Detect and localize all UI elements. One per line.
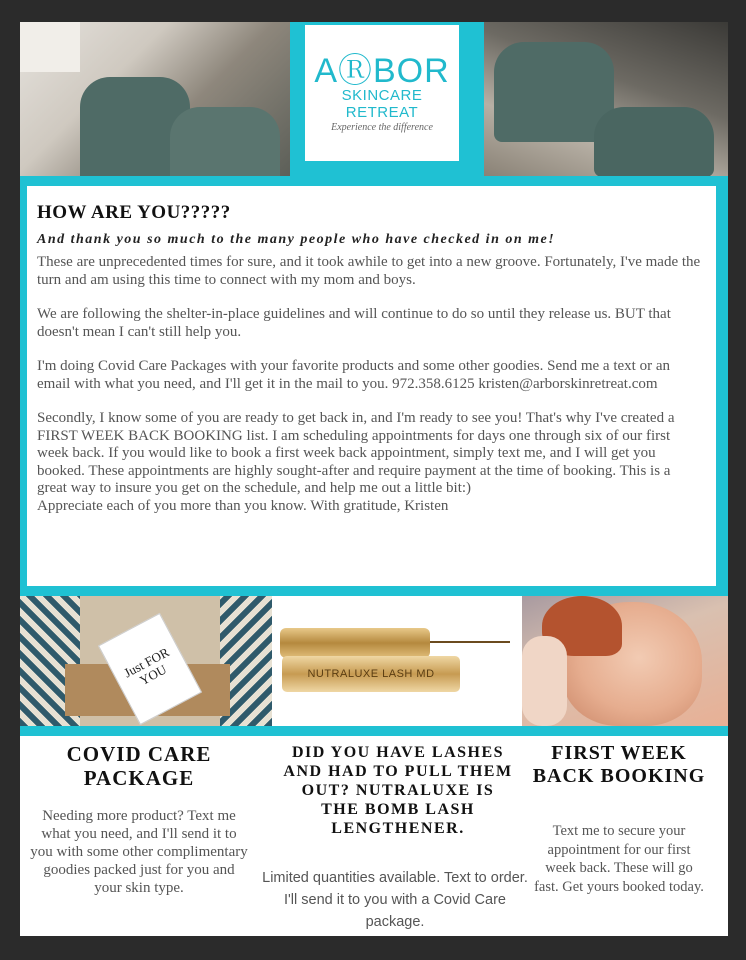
facial-treatment-photo [522,596,728,726]
message-paragraph: These are unprecedented times for sure, and it took awhile to get into a new groove. Fortunately, I've made the turn and am using this time to connect with my mom and boys. [37,254,701,288]
armchair-shape [170,107,280,176]
lash-serum-photo [272,596,522,726]
column-title-covid-care: COVID CARE PACKAGE [66,742,212,790]
column-title-lashes: DID YOU HAVE LASHES AND HAD TO PULL THEM OUT? NUTRALUXE IS THE BOMB LASH LENGTHENER. [283,744,513,837]
serum-cap-shape [280,628,430,658]
serum-tube-label: NUTRALUXE LASH MD [282,656,460,692]
column-body-first-week: Text me to secure your appointment for our first week back. These will go fast. Get yours booked today. [534,823,704,895]
column-body-covid-care: Needing more product? Text me what you need, and I'll send it to you with some other complimentary goodies packed just for you and your skin type. [30,808,248,896]
logo-tagline: Experience the difference [331,122,433,133]
message-heading: HOW ARE YOU????? [37,202,231,223]
logo [305,25,459,161]
message-paragraph: Secondly, I know some of you are ready to get back in, and I'm ready to see you! That's why I've created a FIRST WEEK BACK BOOKING list. I am scheduling appointments for days one through six of our first week back. If you would like to book a first week back appointment, simply text me, and I will get you booked. These appointments are highly sought-after and require payment at the time of booking. This is a great way to insure you get on the schedule, and help me out a little bit:) [37,410,675,496]
logo-title: AⓇBOR [314,52,450,90]
armchair-shape [594,107,714,176]
message-paragraph: I'm doing Covid Care Packages with your favorite products and some other goodies. Send me a text or an email with what you need, and I'll get it in the mail to you. 972.358.6125 kristen@arborskinretreat.com [37,358,670,392]
gift-tag: Just FOR YOU [98,613,202,725]
logo-subtitle: SKINCARE RETREAT [341,87,423,121]
hand-shape [522,636,567,726]
message-subheading: And thank you so much to the many people who have checked in on me! [37,232,556,247]
message-closing: Appreciate each of you more than you know. With gratitude, Kristen [37,497,449,514]
spa-lounge-photo-left [20,22,290,176]
shelf-shape [20,22,80,72]
message-paragraph: We are following the shelter-in-place guidelines and will continue to do so until they release us. BUT that doesn't mean I can't still help you. [37,306,671,340]
column-title-first-week: FIRST WEEK BACK BOOKING [532,742,706,787]
applicator-shape [430,641,510,643]
spa-lounge-photo-right [484,22,728,176]
gift-box-photo [20,596,272,726]
accent-band [20,726,728,736]
column-body-lashes: Limited quantities available. Text to order. I'll send it to you with a Covid Care package. [262,870,528,930]
message-card [27,186,716,586]
